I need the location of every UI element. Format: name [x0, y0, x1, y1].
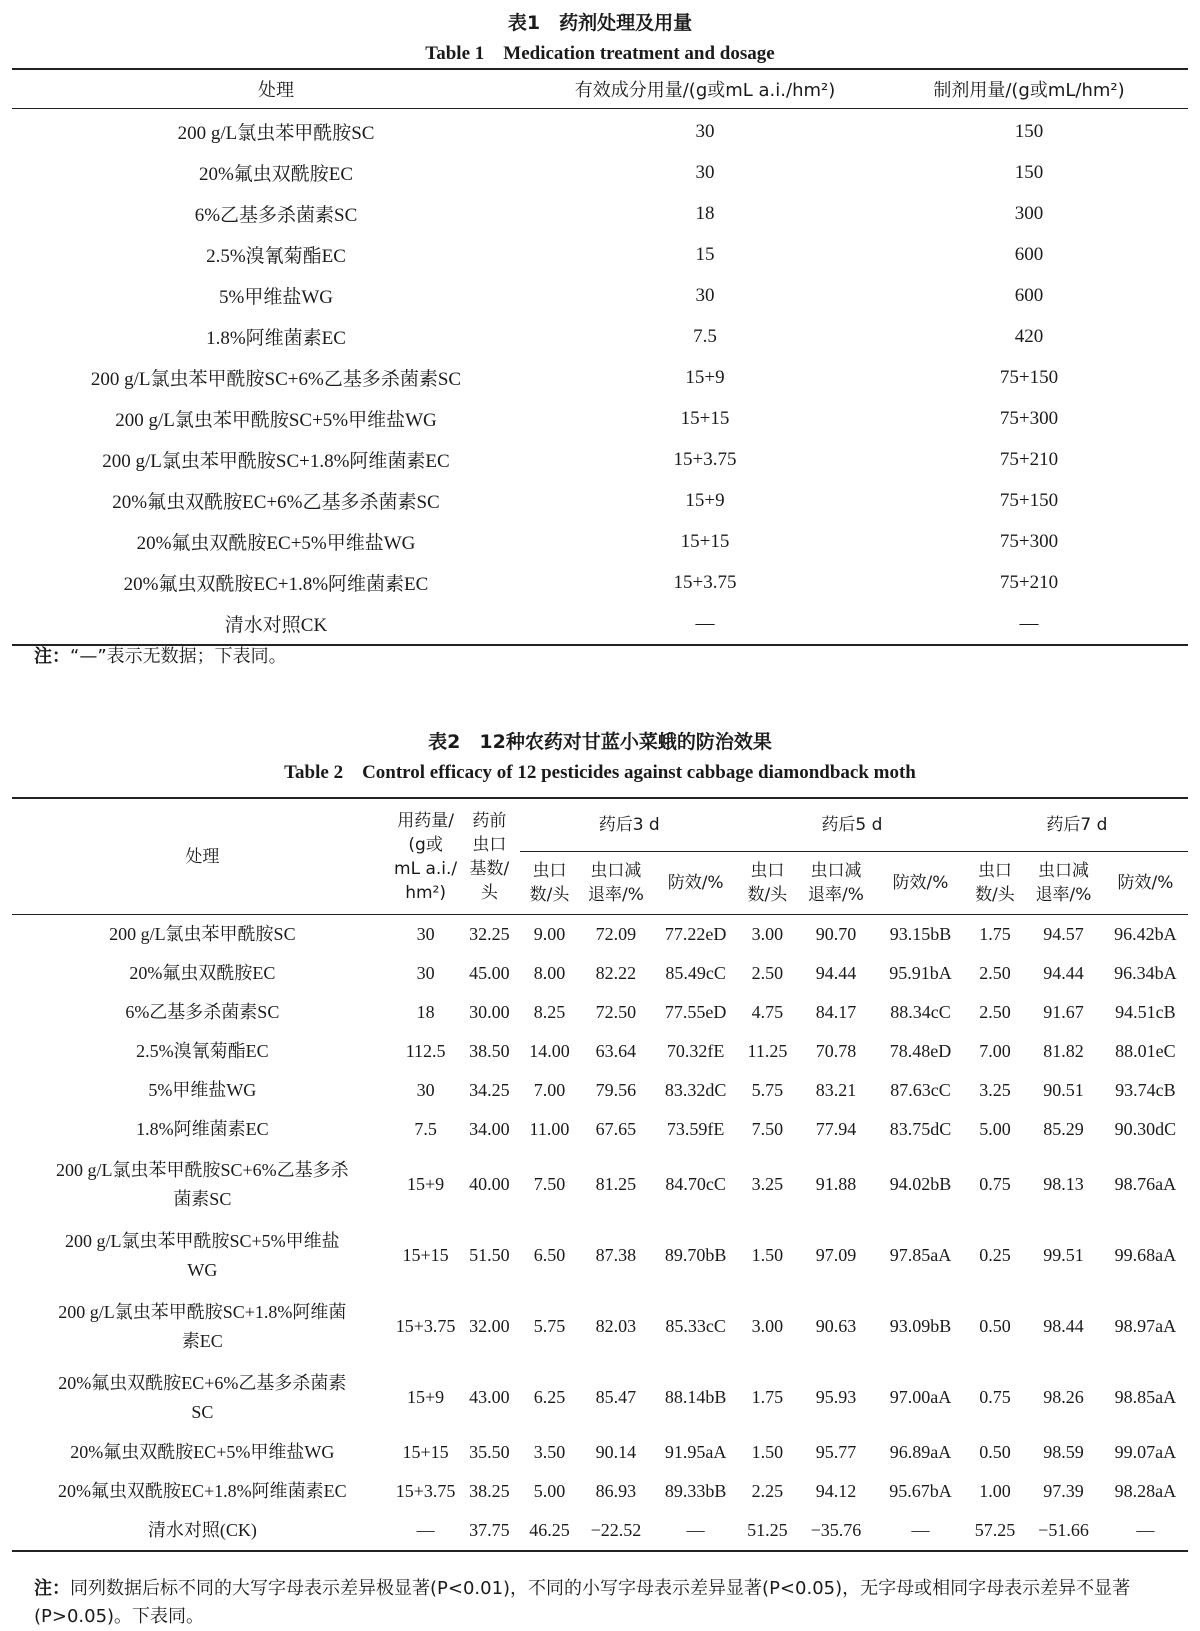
table1-note-text: “—”表示无数据；下表同。 — [70, 646, 287, 667]
table2-caption-en: Table 2 Control efficacy of 12 pesticides against cabbage diamondback moth — [284, 762, 916, 783]
table2-cell-7d-reduction: 94.57 — [1043, 924, 1084, 944]
table2-cell-3d-count: 6.50 — [533, 1245, 566, 1265]
table2-cell-7d-efficacy: 96.34bA — [1114, 963, 1177, 983]
table2-cell-base: 34.00 — [469, 1119, 510, 1139]
table2-cell-base: 32.00 — [469, 1316, 510, 1336]
table2-row — [12, 1472, 1188, 1511]
table1-row — [12, 521, 1188, 562]
table1-row — [12, 357, 1188, 398]
table2-cell-treatment-line: 20%氟虫双酰胺EC+6%乙基多杀菌素 — [58, 1372, 347, 1393]
table2-cell-3d-efficacy: 89.33bB — [664, 1481, 727, 1501]
table1-note-label: 注： — [34, 646, 70, 667]
table1-header-row — [12, 69, 1188, 109]
table2-cell-treatment-line: 20%氟虫双酰胺EC+5%甲维盐WG — [70, 1442, 335, 1462]
table2-cell-5d-efficacy: 93.15bB — [889, 924, 952, 944]
table2-cell-dose: 112.5 — [405, 1041, 446, 1061]
table2-cell-7d-count: 0.50 — [979, 1316, 1011, 1336]
table2-cell-5d-efficacy: 88.34cC — [890, 1002, 951, 1022]
table2-cell-3d-reduction: 86.93 — [595, 1481, 637, 1501]
table2-cell-5d-count: 11.25 — [747, 1041, 788, 1061]
table1-caption-cn: 表1 药剂处理及用量 — [507, 12, 693, 34]
table2-header-dose-line: hm²) — [405, 882, 447, 903]
table2-cell-7d-reduction: 98.59 — [1043, 1442, 1084, 1462]
table2-subheader-line: 数/头 — [747, 885, 788, 905]
table2-cell-dose: 18 — [416, 1002, 435, 1022]
table2-subheader-line: 退率/% — [808, 885, 864, 905]
table2-cell-5d-efficacy: 97.00aA — [889, 1387, 952, 1407]
table2-cell-7d-reduction: 98.26 — [1043, 1387, 1084, 1407]
table2-cell-3d-efficacy: 89.70bB — [664, 1245, 727, 1265]
table2-header-dose-line: mL a.i./ — [394, 858, 458, 879]
table2-cell-3d-count: 9.00 — [533, 924, 566, 944]
table2-cell-treatment-line: 2.5%溴氰菊酯EC — [136, 1041, 269, 1061]
table2-cell-7d-reduction: 91.67 — [1043, 1002, 1084, 1022]
table2-header-base-line: 虫口 — [472, 834, 507, 855]
table2-cell-3d-efficacy: 73.59fE — [666, 1119, 725, 1139]
table2-cell-base: 40.00 — [469, 1174, 510, 1194]
table2-header-base-line: 药前 — [472, 810, 507, 831]
table2-subheader-3d-efficacy — [653, 852, 738, 915]
table2-cell-5d-count: 3.25 — [751, 1174, 784, 1194]
table2-cell-5d-count: 1.75 — [751, 1387, 784, 1407]
table2-cell-7d-reduction: 98.44 — [1043, 1316, 1084, 1336]
table1-cell-formulation-dose: 420 — [1014, 325, 1044, 347]
table1-cell-active-dose: 15+9 — [685, 489, 725, 511]
table2-cell-5d-efficacy: 97.85aA — [889, 1245, 952, 1265]
table2-row — [12, 1433, 1188, 1472]
table1-cell-formulation-dose: 75+150 — [999, 366, 1059, 388]
table2-cell-7d-efficacy: 96.42bA — [1114, 924, 1177, 944]
table2-cell-treatment — [12, 1291, 393, 1362]
table2-cell-5d-efficacy: — — [911, 1520, 930, 1540]
table1-cell-treatment: 200 g/L氯虫苯甲酰胺SC+5%甲维盐WG — [115, 410, 437, 431]
table2-cell-3d-efficacy: 84.70cC — [665, 1174, 726, 1194]
table2-cell-3d-reduction: 79.56 — [595, 1080, 637, 1100]
table1-row — [12, 562, 1188, 603]
table2-cell-dose: 30 — [416, 1080, 435, 1100]
table2-cell-treatment — [12, 1071, 393, 1110]
table1-cell-active-dose: 18 — [695, 202, 715, 224]
table2-subheader-5d-count — [738, 852, 796, 915]
table2-cell-treatment-line: 200 g/L氯虫苯甲酰胺SC+6%乙基多杀 — [55, 1159, 349, 1180]
table2-cell-treatment — [12, 915, 393, 955]
table2-cell-3d-efficacy: 91.95aA — [664, 1442, 727, 1462]
table2-header-row-1 — [12, 798, 1188, 852]
table2-cell-5d-reduction: 84.17 — [815, 1002, 857, 1022]
table2-cell-base: 51.50 — [469, 1245, 510, 1265]
table2-cell-treatment-line: SC — [191, 1401, 214, 1422]
table2 — [12, 797, 1188, 1552]
table2-cell-7d-efficacy: 94.51cB — [1115, 1002, 1176, 1022]
table2-cell-dose: 30 — [416, 963, 435, 983]
table2-cell-5d-efficacy: 87.63cC — [890, 1080, 951, 1100]
table2-header-base-line: 头 — [480, 882, 498, 903]
table2-cell-5d-count: 3.00 — [751, 924, 784, 944]
table2-row — [12, 993, 1188, 1032]
table2-cell-dose: 15+15 — [402, 1245, 449, 1265]
table2-cell-treatment — [12, 1511, 393, 1551]
table2-cell-7d-reduction: 85.29 — [1043, 1119, 1084, 1139]
table2-cell-7d-count: 7.00 — [979, 1041, 1011, 1061]
table2-cell-dose: 15+9 — [407, 1174, 445, 1194]
table1-row — [12, 275, 1188, 316]
table2-cell-7d-count: 2.50 — [979, 963, 1011, 983]
table2-cell-7d-efficacy: 99.07aA — [1114, 1442, 1177, 1462]
table2-cell-treatment-line: 200 g/L氯虫苯甲酰胺SC+5%甲维盐 — [64, 1230, 340, 1251]
table2-cell-3d-efficacy: 88.14bB — [664, 1387, 727, 1407]
table2-subheader-3d-count — [520, 852, 578, 915]
table2-cell-5d-efficacy: 96.89aA — [889, 1442, 952, 1462]
table2-cell-7d-count: 1.00 — [979, 1481, 1011, 1501]
table2-cell-3d-reduction: 87.38 — [595, 1245, 637, 1265]
table1-row — [12, 439, 1188, 480]
table2-cell-3d-efficacy: 85.33cC — [665, 1316, 726, 1336]
table2-cell-7d-efficacy: 90.30dC — [1114, 1119, 1177, 1139]
table2-subheader-line: 虫口 — [532, 861, 567, 881]
table1-cell-treatment: 20%氟虫双酰胺EC+6%乙基多杀菌素SC — [112, 492, 440, 513]
table2-header-dose-line: 用药量/ — [397, 810, 454, 831]
table2-cell-treatment-line: 5%甲维盐WG — [148, 1080, 257, 1100]
table1-cell-formulation-dose: 75+210 — [999, 571, 1059, 593]
table2-cell-5d-reduction: 95.77 — [815, 1442, 857, 1462]
table2-cell-treatment-line: 6%乙基多杀菌素SC — [125, 1002, 280, 1022]
table2-row — [12, 1032, 1188, 1071]
table2-cell-3d-reduction: 90.14 — [595, 1442, 637, 1462]
table1-cell-treatment: 20%氟虫双酰胺EC — [198, 164, 354, 185]
table2-cell-7d-count: 1.75 — [979, 924, 1011, 944]
table1-cell-active-dose: 30 — [695, 284, 715, 306]
table1-row — [12, 193, 1188, 234]
table2-subheader-line: 虫口 — [977, 861, 1012, 881]
table1-cell-formulation-dose: 75+210 — [999, 448, 1059, 470]
table1-cell-active-dose: 15+15 — [680, 530, 730, 552]
table1-cell-formulation-dose: 300 — [1014, 202, 1044, 224]
table1-cell-active-dose: 15+9 — [685, 366, 725, 388]
table2-cell-3d-count: 7.50 — [533, 1174, 566, 1194]
table2-cell-7d-reduction: 97.39 — [1043, 1481, 1084, 1501]
table2-row — [12, 1149, 1188, 1220]
table2-cell-treatment-line: 清水对照(CK) — [147, 1520, 257, 1540]
table1-header-active-dose: 有效成分用量/(g或mL a.i./hm²) — [540, 69, 870, 109]
table1-row — [12, 603, 1188, 645]
table2-subheader-7d-efficacy — [1103, 852, 1188, 915]
table2-cell-7d-count: 5.00 — [979, 1119, 1011, 1139]
table2-cell-3d-count: 5.75 — [533, 1316, 566, 1336]
table2-cell-5d-count: 5.75 — [751, 1080, 784, 1100]
table2-cell-5d-reduction: 70.78 — [815, 1041, 857, 1061]
table2-cell-7d-reduction: 94.44 — [1043, 963, 1084, 983]
table2-cell-5d-reduction: 95.93 — [815, 1387, 857, 1407]
table1-cell-active-dose: 15 — [695, 243, 715, 265]
table2-cell-treatment — [12, 993, 393, 1032]
table1-cell-formulation-dose: 600 — [1014, 284, 1044, 306]
table2-subheader-7d-reduction — [1024, 852, 1103, 915]
table2-subheader-3d-reduction — [579, 852, 653, 915]
table2-cell-3d-reduction: 72.09 — [595, 924, 637, 944]
table2-cell-dose: 15+3.75 — [395, 1316, 456, 1336]
table2-cell-5d-efficacy: 94.02bB — [889, 1174, 952, 1194]
table2-cell-7d-reduction: 81.82 — [1043, 1041, 1084, 1061]
table2-subheader-7d-count — [966, 852, 1024, 915]
table1-header-formulation-dose: 制剂用量/(g或mL/hm²) — [870, 69, 1188, 109]
table2-cell-5d-count: 4.75 — [751, 1002, 784, 1022]
table1-row — [12, 316, 1188, 357]
table2-cell-treatment — [12, 1433, 393, 1472]
table2-cell-5d-efficacy: 95.67bA — [889, 1481, 952, 1501]
table2-cell-dose: 15+15 — [402, 1442, 449, 1462]
table2-caption-cn: 表2 12种农药对甘蓝小菜蛾的防治效果 — [428, 731, 772, 753]
table2-cell-5d-reduction: 91.88 — [815, 1174, 857, 1194]
table2-cell-7d-reduction: 98.13 — [1043, 1174, 1084, 1194]
table2-row — [12, 1362, 1188, 1433]
table2-subheader-line: 虫口 — [750, 861, 785, 881]
table2-cell-3d-reduction: 81.25 — [595, 1174, 637, 1194]
table2-cell-7d-efficacy: 98.97aA — [1114, 1316, 1177, 1336]
table1-cell-active-dose: 7.5 — [693, 325, 717, 347]
table2-cell-base: 30.00 — [469, 1002, 510, 1022]
table1-cell-treatment: 清水对照CK — [224, 615, 328, 636]
table1-cell-treatment: 2.5%溴氰菊酯EC — [206, 246, 346, 267]
table2-cell-3d-count: 3.50 — [533, 1442, 566, 1462]
table1-cell-treatment: 20%氟虫双酰胺EC+1.8%阿维菌素EC — [123, 574, 429, 595]
table2-subheader-line: 虫口减 — [810, 861, 862, 881]
table2-cell-treatment-line: 200 g/L氯虫苯甲酰胺SC — [109, 924, 296, 944]
table2-cell-5d-count: 7.50 — [751, 1119, 784, 1139]
table2-cell-3d-efficacy: 85.49cC — [665, 963, 726, 983]
table2-cell-3d-count: 8.00 — [533, 963, 566, 983]
table2-cell-7d-efficacy: 98.85aA — [1114, 1387, 1177, 1407]
table2-cell-3d-count: 14.00 — [529, 1041, 570, 1061]
table2-cell-3d-reduction: 72.50 — [595, 1002, 637, 1022]
table2-cell-dose: 15+9 — [407, 1387, 445, 1407]
table2-cell-3d-reduction: −22.52 — [590, 1520, 642, 1540]
table2-header-group-3d: 药后3 d — [520, 798, 738, 852]
table2-cell-base: 45.00 — [469, 963, 510, 983]
table2-cell-treatment-line: 20%氟虫双酰胺EC — [129, 963, 276, 983]
table2-cell-5d-reduction: 83.21 — [815, 1080, 857, 1100]
table2-cell-5d-efficacy: 78.48eD — [889, 1041, 952, 1061]
table2-cell-5d-count: 2.25 — [751, 1481, 784, 1501]
table2-note-text: 同列数据后标不同的大写字母表示差异极显著(P<0.01)，不同的小写字母表示差异显著(P<0.05)，无字母或相同字母表示差异不显著(P>0.05)。下表同。 — [34, 1578, 1131, 1627]
table2-cell-base: 35.50 — [469, 1442, 510, 1462]
table1-cell-active-dose: 30 — [695, 120, 715, 142]
table2-subheader-line: 数/头 — [529, 885, 570, 905]
table2-row — [12, 1511, 1188, 1551]
table2-cell-7d-efficacy: 88.01eC — [1115, 1041, 1176, 1061]
table1-header-treatment: 处理 — [12, 69, 540, 109]
table2-header-treatment: 处理 — [12, 798, 393, 915]
table2-cell-3d-reduction: 82.03 — [595, 1316, 637, 1336]
table2-cell-3d-count: 8.25 — [533, 1002, 566, 1022]
table2-subheader-5d-efficacy — [875, 852, 965, 915]
table2-cell-3d-efficacy: 70.32fE — [666, 1041, 725, 1061]
table2-cell-3d-count: 11.00 — [529, 1119, 570, 1139]
table2-note — [34, 1575, 1184, 1631]
table2-cell-3d-efficacy: 77.22eD — [664, 924, 727, 944]
table2-cell-treatment-line: 素EC — [181, 1330, 223, 1351]
table2-cell-7d-efficacy: 93.74cB — [1115, 1080, 1176, 1100]
table1-cell-treatment: 1.8%阿维菌素EC — [206, 328, 346, 349]
table2-row — [12, 1220, 1188, 1291]
table2-cell-7d-count: 0.50 — [979, 1442, 1011, 1462]
table2-row — [12, 954, 1188, 993]
table1-cell-formulation-dose: 75+150 — [999, 489, 1059, 511]
table2-cell-dose: — — [416, 1520, 435, 1540]
table2-cell-7d-count: 0.25 — [979, 1245, 1011, 1265]
table2-cell-treatment — [12, 954, 393, 993]
table2-cell-3d-efficacy: — — [686, 1520, 705, 1540]
table2-cell-3d-count: 6.25 — [533, 1387, 566, 1407]
table2-header-group-5d: 药后5 d — [738, 798, 966, 852]
table2-subheader-line: 防效/% — [667, 873, 724, 893]
table2-cell-7d-reduction: 99.51 — [1043, 1245, 1084, 1265]
table2-subheader-5d-reduction — [797, 852, 876, 915]
table2-cell-3d-reduction: 67.65 — [595, 1119, 637, 1139]
table1 — [12, 68, 1188, 646]
table1-cell-formulation-dose: 600 — [1014, 243, 1044, 265]
table1-caption-en: Table 1 Medication treatment and dosage — [425, 43, 775, 64]
table2-cell-5d-count: 1.50 — [751, 1442, 784, 1462]
table2-header-group-7d: 药后7 d — [966, 798, 1188, 852]
table2-cell-5d-reduction: 77.94 — [815, 1119, 857, 1139]
table2-cell-5d-reduction: 90.70 — [815, 924, 857, 944]
table2-cell-5d-efficacy: 95.91bA — [889, 963, 952, 983]
table1-row — [12, 480, 1188, 521]
table2-cell-base: 38.50 — [469, 1041, 510, 1061]
table2-row — [12, 915, 1188, 955]
table2-cell-5d-count: 3.00 — [751, 1316, 784, 1336]
table2-cell-treatment-line: 1.8%阿维菌素EC — [136, 1119, 269, 1139]
table2-cell-3d-count: 7.00 — [533, 1080, 566, 1100]
table2-cell-5d-efficacy: 83.75dC — [889, 1119, 952, 1139]
table2-cell-treatment-line: 20%氟虫双酰胺EC+1.8%阿维菌素EC — [58, 1481, 347, 1501]
table2-cell-3d-count: 5.00 — [533, 1481, 566, 1501]
table2-subheader-line: 防效/% — [1117, 873, 1174, 893]
table2-cell-3d-efficacy: 83.32dC — [664, 1080, 727, 1100]
table2-cell-5d-reduction: 97.09 — [815, 1245, 857, 1265]
table2-cell-7d-count: 57.25 — [974, 1520, 1016, 1540]
table2-cell-treatment-line: 菌素SC — [173, 1188, 232, 1209]
table2-cell-treatment — [12, 1472, 393, 1511]
table1-cell-treatment: 6%乙基多杀菌素SC — [194, 205, 358, 226]
table2-cell-base: 34.25 — [469, 1080, 510, 1100]
table2-cell-treatment — [12, 1362, 393, 1433]
table2-cell-5d-reduction: 94.44 — [815, 963, 857, 983]
table2-cell-5d-reduction: 94.12 — [815, 1481, 857, 1501]
table2-cell-base: 32.25 — [469, 924, 510, 944]
table2-cell-treatment — [12, 1220, 393, 1291]
table2-cell-7d-efficacy: 98.76aA — [1114, 1174, 1177, 1194]
table1-cell-active-dose: 15+3.75 — [673, 571, 737, 593]
table2-subheader-line: 退率/% — [587, 885, 644, 905]
table2-cell-7d-reduction: 90.51 — [1043, 1080, 1084, 1100]
table2-cell-treatment — [12, 1110, 393, 1149]
table2-header-dose — [393, 798, 459, 915]
table2-cell-3d-efficacy: 77.55eD — [664, 1002, 727, 1022]
table2-subheader-line: 防效/% — [892, 873, 949, 893]
table2-row — [12, 1110, 1188, 1149]
table2-note-label: 注： — [34, 1578, 70, 1599]
table1-cell-treatment: 5%甲维盐WG — [219, 287, 333, 308]
table1-cell-treatment: 20%氟虫双酰胺EC+5%甲维盐WG — [136, 533, 416, 554]
table1-cell-formulation-dose: — — [1019, 612, 1039, 634]
table1-cell-formulation-dose: 75+300 — [999, 407, 1059, 429]
table2-row — [12, 1071, 1188, 1110]
table2-header-dose-line: (g或 — [408, 834, 443, 855]
table2-subheader-line: 虫口减 — [590, 861, 642, 881]
table2-subheader-line: 数/头 — [975, 885, 1015, 905]
table2-cell-5d-count: 1.50 — [751, 1245, 784, 1265]
table1-row — [12, 109, 1188, 153]
table2-subheader-line: 退率/% — [1035, 885, 1092, 905]
table1-cell-active-dose: 15+15 — [680, 407, 730, 429]
table1-cell-treatment: 200 g/L氯虫苯甲酰胺SC+1.8%阿维菌素EC — [102, 451, 450, 472]
table2-cell-treatment-line: 200 g/L氯虫苯甲酰胺SC+1.8%阿维菌 — [58, 1301, 347, 1322]
table1-cell-formulation-dose: 75+300 — [999, 530, 1059, 552]
table1-row — [12, 234, 1188, 275]
table2-cell-3d-reduction: 63.64 — [595, 1041, 637, 1061]
table2-cell-3d-count: 46.25 — [529, 1520, 570, 1540]
table2-cell-5d-reduction: −35.76 — [810, 1520, 862, 1540]
table1-cell-active-dose: 15+3.75 — [673, 448, 737, 470]
table2-cell-7d-count: 3.25 — [979, 1080, 1011, 1100]
table2-cell-base: 43.00 — [469, 1387, 510, 1407]
table2-row — [12, 1291, 1188, 1362]
table2-header-base — [459, 798, 521, 915]
table2-cell-7d-efficacy: 98.28aA — [1114, 1481, 1177, 1501]
table2-cell-base: 37.75 — [469, 1520, 510, 1540]
table2-cell-7d-efficacy: — — [1136, 1520, 1155, 1540]
table2-cell-treatment — [12, 1032, 393, 1071]
table2-cell-7d-count: 0.75 — [979, 1174, 1011, 1194]
table2-cell-7d-reduction: −51.66 — [1038, 1520, 1089, 1540]
table2-cell-7d-count: 2.50 — [979, 1002, 1011, 1022]
table2-cell-dose: 7.5 — [414, 1119, 437, 1139]
table2-cell-5d-count: 51.25 — [747, 1520, 788, 1540]
table2-cell-3d-reduction: 82.22 — [595, 963, 637, 983]
table2-cell-5d-count: 2.50 — [751, 963, 784, 983]
table2-cell-treatment — [12, 1149, 393, 1220]
table2-cell-dose: 30 — [416, 924, 435, 944]
table1-row — [12, 152, 1188, 193]
table2-subheader-line: 虫口减 — [1038, 861, 1089, 881]
table1-cell-active-dose: 30 — [695, 161, 715, 183]
table1-cell-treatment: 200 g/L氯虫苯甲酰胺SC+6%乙基多杀菌素SC — [90, 369, 462, 390]
table1-cell-formulation-dose: 150 — [1014, 120, 1044, 142]
table2-cell-7d-efficacy: 99.68aA — [1114, 1245, 1177, 1265]
table2-cell-5d-reduction: 90.63 — [815, 1316, 857, 1336]
table1-row — [12, 398, 1188, 439]
table2-cell-treatment-line: WG — [187, 1259, 218, 1280]
table2-header-base-line: 基数/ — [469, 858, 510, 879]
table2-cell-7d-count: 0.75 — [979, 1387, 1011, 1407]
table1-cell-formulation-dose: 150 — [1014, 161, 1044, 183]
table1-note — [34, 642, 287, 668]
table2-cell-5d-efficacy: 93.09bB — [889, 1316, 952, 1336]
table2-cell-dose: 15+3.75 — [395, 1481, 456, 1501]
table1-cell-active-dose: — — [695, 612, 715, 634]
table2-cell-base: 38.25 — [469, 1481, 510, 1501]
table1-cell-treatment: 200 g/L氯虫苯甲酰胺SC — [177, 123, 375, 144]
table2-cell-3d-reduction: 85.47 — [595, 1387, 637, 1407]
